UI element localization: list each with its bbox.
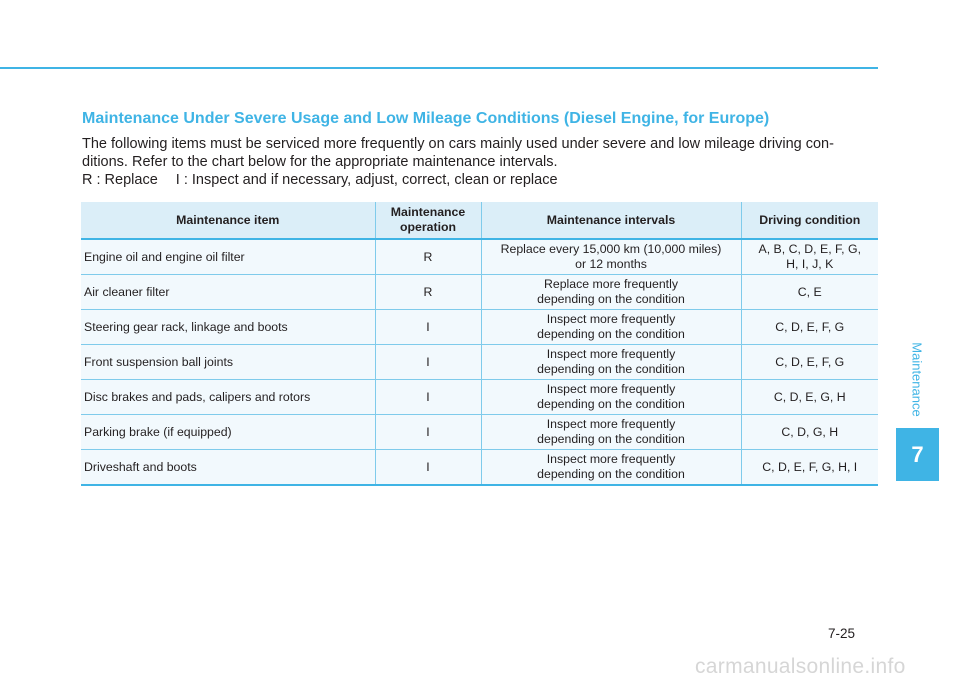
maintenance-item-cell-text: Air cleaner filter bbox=[84, 284, 170, 299]
driving-condition-cell bbox=[741, 415, 878, 450]
maintenance-operation-cell bbox=[375, 380, 481, 415]
maintenance-interval-cell-text-line2: depending on the condition bbox=[537, 467, 685, 481]
driving-condition-cell-text-line2: H, I, J, K bbox=[786, 257, 834, 271]
legend-inspect: I : Inspect and if necessary, adjust, correct, clean or replace bbox=[175, 172, 558, 188]
legend bbox=[82, 172, 558, 188]
maintenance-item-cell-text: Front suspension ball joints bbox=[84, 354, 234, 369]
maintenance-operation-cell bbox=[375, 345, 481, 380]
header-operation-line2: operation bbox=[399, 220, 457, 234]
maintenance-item-cell bbox=[81, 310, 375, 345]
table-row bbox=[81, 450, 878, 486]
maintenance-interval-cell bbox=[481, 239, 741, 275]
maintenance-interval-cell-text: Inspect more frequently bbox=[546, 382, 676, 396]
maintenance-interval-cell bbox=[481, 450, 741, 486]
maintenance-interval-cell-text: Replace more frequently bbox=[544, 277, 678, 291]
intro-line-1: The following items must be serviced more frequently on cars mainly used under severe and low mileage driving con- bbox=[82, 136, 834, 152]
driving-condition-cell-text: A, B, C, D, E, F, G, bbox=[758, 242, 861, 256]
maintenance-operation-cell bbox=[375, 415, 481, 450]
maintenance-operation-cell-text: R bbox=[423, 284, 433, 299]
driving-condition-cell-text: C, D, E, F, G bbox=[775, 354, 845, 369]
maintenance-interval-cell bbox=[481, 345, 741, 380]
driving-condition-cell-text: C, D, E, F, G, H, I bbox=[762, 459, 858, 474]
maintenance-operation-cell-text: R bbox=[423, 249, 433, 264]
maintenance-item-cell bbox=[81, 239, 375, 275]
maintenance-operation-cell-text: I bbox=[426, 389, 430, 404]
header-maintenance-item: Maintenance item bbox=[81, 202, 375, 239]
maintenance-operation-cell-text: I bbox=[426, 424, 430, 439]
maintenance-item-cell-text: Disc brakes and pads, calipers and rotors bbox=[84, 389, 311, 404]
header-maintenance-intervals: Maintenance intervals bbox=[481, 202, 741, 239]
maintenance-operation-cell bbox=[375, 239, 481, 275]
maintenance-interval-cell bbox=[481, 310, 741, 345]
maintenance-interval-cell bbox=[481, 415, 741, 450]
driving-condition-cell bbox=[741, 450, 878, 486]
top-rule bbox=[0, 67, 878, 69]
header-maintenance-operation bbox=[375, 202, 481, 239]
maintenance-item-cell bbox=[81, 415, 375, 450]
table-row bbox=[81, 380, 878, 415]
driving-condition-cell bbox=[741, 310, 878, 345]
maintenance-interval-cell-text-line2: or 12 months bbox=[575, 257, 647, 271]
maintenance-item-cell-text: Steering gear rack, linkage and boots bbox=[84, 319, 288, 334]
maintenance-item-cell bbox=[81, 345, 375, 380]
maintenance-interval-cell-text: Inspect more frequently bbox=[546, 347, 676, 361]
maintenance-operation-cell-text: I bbox=[426, 354, 430, 369]
maintenance-interval-cell-text: Inspect more frequently bbox=[546, 452, 676, 466]
driving-condition-cell bbox=[741, 275, 878, 310]
maintenance-interval-cell-text-line2: depending on the condition bbox=[537, 292, 685, 306]
side-section-label bbox=[909, 340, 925, 420]
driving-condition-cell bbox=[741, 239, 878, 275]
maintenance-interval-cell bbox=[481, 380, 741, 415]
intro-paragraph bbox=[82, 135, 882, 171]
driving-condition-cell bbox=[741, 345, 878, 380]
maintenance-item-cell bbox=[81, 450, 375, 486]
driving-condition-cell-text: C, E bbox=[797, 284, 822, 299]
side-section-label-text: Maintenance bbox=[909, 342, 925, 417]
table-row bbox=[81, 275, 878, 310]
table-header-row bbox=[81, 202, 878, 239]
maintenance-interval-cell-text-line2: depending on the condition bbox=[537, 362, 685, 376]
maintenance-operation-cell bbox=[375, 450, 481, 486]
section-title: Maintenance Under Severe Usage and Low Mileage Conditions (Diesel Engine, for Europe) bbox=[82, 110, 770, 127]
watermark-text: carmanualsonline.info bbox=[695, 655, 906, 678]
header-operation-line1: Maintenance bbox=[390, 205, 466, 219]
page-number: 7-25 bbox=[828, 626, 856, 641]
table-row bbox=[81, 345, 878, 380]
maintenance-interval-cell bbox=[481, 275, 741, 310]
table-row bbox=[81, 310, 878, 345]
header-driving-condition: Driving condition bbox=[741, 202, 878, 239]
maintenance-operation-cell bbox=[375, 275, 481, 310]
maintenance-item-cell bbox=[81, 380, 375, 415]
maintenance-interval-cell-text-line2: depending on the condition bbox=[537, 432, 685, 446]
intro-line-2: ditions. Refer to the chart below for the appropriate maintenance intervals. bbox=[82, 154, 558, 170]
maintenance-item-cell-text: Engine oil and engine oil filter bbox=[84, 249, 245, 264]
maintenance-interval-cell-text-line2: depending on the condition bbox=[537, 327, 685, 341]
driving-condition-cell-text: C, D, G, H bbox=[781, 424, 839, 439]
maintenance-interval-cell-text: Replace every 15,000 km (10,000 miles) bbox=[500, 242, 722, 256]
driving-condition-cell-text: C, D, E, G, H bbox=[773, 389, 846, 404]
table-row bbox=[81, 239, 878, 275]
legend-replace: R : Replace bbox=[82, 172, 158, 188]
maintenance-operation-cell-text: I bbox=[426, 459, 430, 474]
maintenance-interval-cell-text: Inspect more frequently bbox=[546, 417, 676, 431]
maintenance-operation-cell bbox=[375, 310, 481, 345]
maintenance-item-cell-text: Parking brake (if equipped) bbox=[84, 424, 232, 439]
table-row bbox=[81, 415, 878, 450]
maintenance-interval-cell-text: Inspect more frequently bbox=[546, 312, 676, 326]
maintenance-item-cell bbox=[81, 275, 375, 310]
maintenance-operation-cell-text: I bbox=[426, 319, 430, 334]
maintenance-item-cell-text: Driveshaft and boots bbox=[84, 459, 197, 474]
maintenance-interval-cell-text-line2: depending on the condition bbox=[537, 397, 685, 411]
driving-condition-cell-text: C, D, E, F, G bbox=[775, 319, 845, 334]
chapter-tab[interactable]: 7 bbox=[896, 428, 939, 481]
maintenance-table bbox=[81, 202, 878, 486]
driving-condition-cell bbox=[741, 380, 878, 415]
